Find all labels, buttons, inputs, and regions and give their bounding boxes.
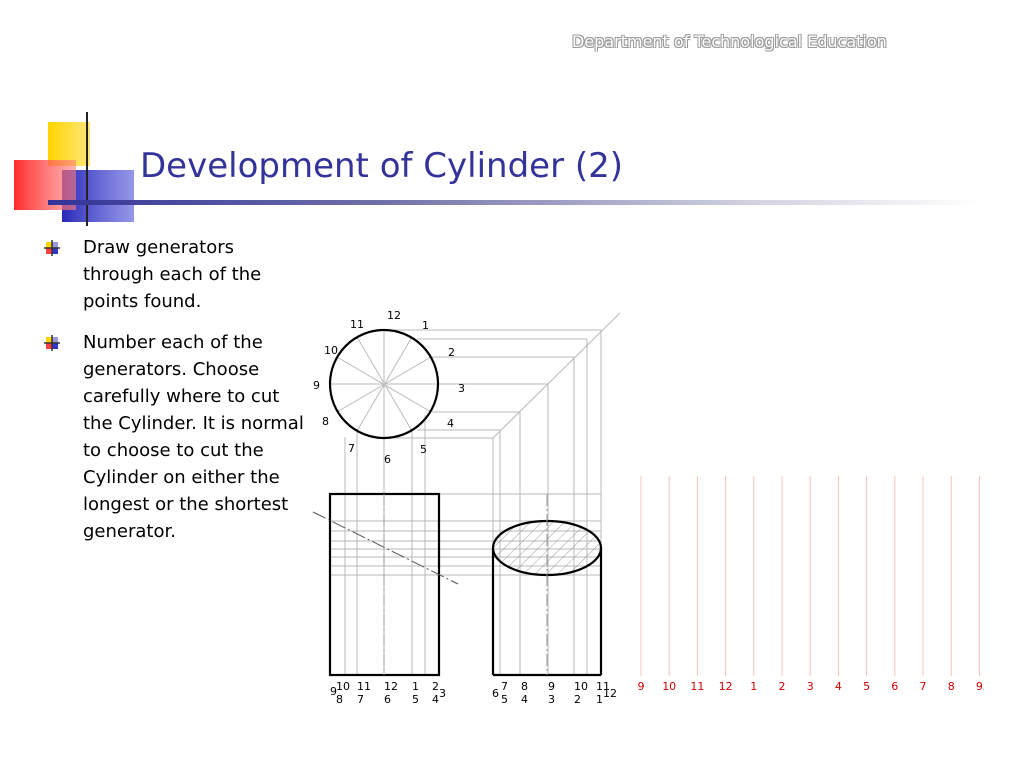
generator-label: 11: [596, 680, 610, 693]
circle-label: 7: [348, 442, 355, 455]
development-number: 12: [718, 680, 733, 693]
circle-label: 4: [447, 417, 454, 430]
generator-label: 7: [357, 693, 364, 706]
development-number: 7: [919, 680, 927, 693]
generator-label: 10: [574, 680, 588, 693]
development-number: 11: [690, 680, 705, 693]
development-number: 4: [834, 680, 842, 693]
generator-label: 7: [501, 680, 508, 693]
circle-label: 6: [384, 453, 391, 466]
circle-label: 10: [324, 344, 338, 357]
bullet-text: Draw generators through each of the points found.: [83, 237, 262, 312]
generator-label: 3: [439, 687, 446, 700]
circle-label: 1: [422, 319, 429, 332]
generator-label: 5: [412, 693, 419, 706]
circle-label: 11: [350, 318, 364, 331]
generator-label: 8: [336, 693, 343, 706]
development-generators: [641, 476, 979, 676]
generator-label: 2: [432, 680, 439, 693]
slide-title: Development of Cylinder (2): [140, 146, 624, 186]
development-number: 10: [662, 680, 677, 693]
development-number: 6: [891, 680, 899, 693]
development-number: 1: [750, 680, 758, 693]
plan-circle-view: [330, 330, 439, 438]
development-labels: [638, 680, 983, 693]
generator-label: 10: [336, 680, 350, 693]
generator-label: 9: [330, 685, 337, 698]
generator-label: 11: [357, 680, 371, 693]
generator-label: 2: [574, 693, 581, 706]
generator-label: 1: [412, 680, 419, 693]
generator-label: 1: [596, 693, 603, 706]
development-number: 5: [863, 680, 871, 693]
development-number: 3: [806, 680, 814, 693]
generator-label: 3: [548, 693, 555, 706]
generator-label: 5: [501, 693, 508, 706]
generator-label: 8: [521, 680, 528, 693]
development-number: 8: [947, 680, 955, 693]
circle-label: 9: [313, 379, 320, 392]
generator-label: 9: [548, 680, 555, 693]
circle-label: 5: [420, 443, 427, 456]
development-number: 9: [637, 680, 645, 693]
generator-label: 12: [384, 680, 398, 693]
generator-label: 4: [521, 693, 528, 706]
section-view-labels: [492, 680, 617, 706]
circle-label: 3: [458, 382, 465, 395]
development-number: 9: [975, 680, 983, 693]
generator-label: 4: [432, 693, 439, 706]
circle-label: 2: [448, 346, 455, 359]
front-view-labels: [330, 680, 446, 706]
circle-label: 12: [387, 309, 401, 322]
bullet-text: Number each of the generators. Choose carefully where to cut the Cylinder. It is normal to choose to cut the Cylinder on either the longest or the shortest generator.: [83, 332, 304, 542]
department-name: Department of Technological Education: [572, 32, 887, 51]
generator-label: 6: [384, 693, 391, 706]
circle-label: 8: [322, 415, 329, 428]
generator-label: 12: [603, 687, 617, 700]
development-number: 2: [778, 680, 786, 693]
generator-label: 6: [492, 687, 499, 700]
